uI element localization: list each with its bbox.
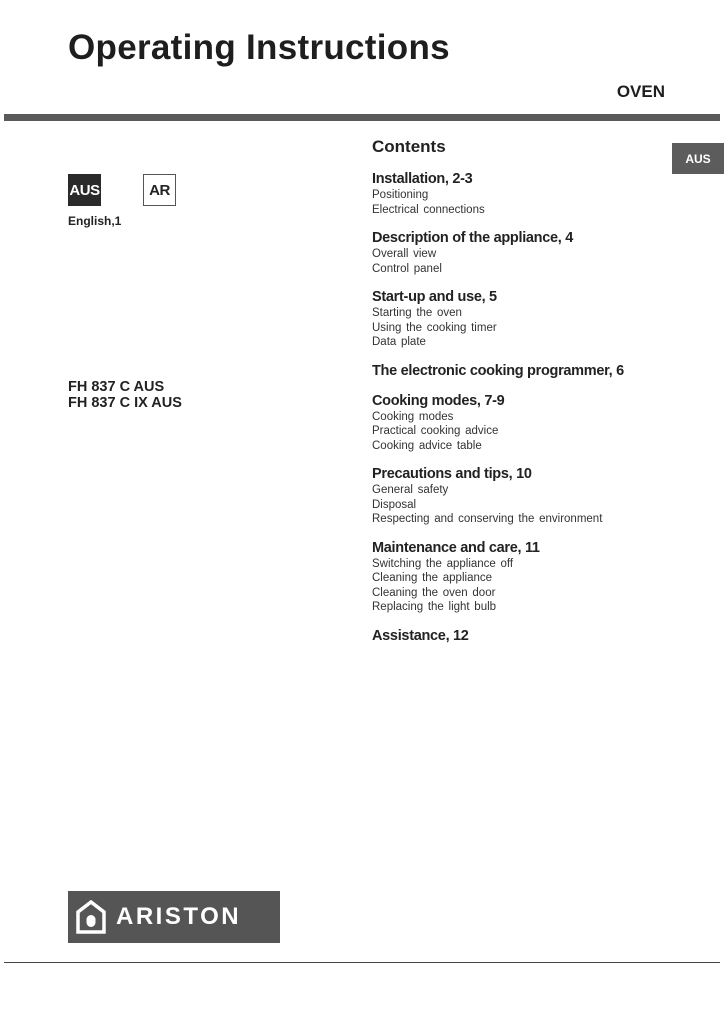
- contents-section: [372, 627, 672, 645]
- contents-subitem: Disposal: [372, 498, 417, 511]
- brand-logo: [68, 891, 280, 943]
- contents-section: [372, 229, 672, 276]
- language-badge-other: AR: [143, 174, 176, 206]
- contents-section: [372, 465, 672, 527]
- contents-section-title: Cooking modes, 7-9: [372, 392, 505, 409]
- contents-section: [372, 288, 672, 350]
- language-page-note: English,1: [68, 214, 122, 228]
- contents-subitem: Practical cooking advice: [372, 425, 499, 437]
- contents-section-title: Maintenance and care, 11: [372, 539, 540, 556]
- contents-subitem: Using the cooking timer: [372, 321, 497, 334]
- contents-subitem: Cleaning the appliance: [372, 572, 493, 584]
- brand-name: ARISTON: [116, 903, 242, 930]
- contents-subitem: Respecting and conserving the environment: [372, 513, 603, 525]
- contents-subitem: Starting the oven: [372, 307, 462, 319]
- language-badge-selected: AUS: [68, 174, 101, 206]
- language-side-tab: AUS: [672, 143, 724, 174]
- contents-section-title: The electronic cooking programmer, 6: [372, 362, 624, 379]
- contents-section: [372, 362, 672, 380]
- contents-section: [372, 170, 672, 217]
- contents-subitem: Cleaning the oven door: [372, 586, 496, 599]
- page-title: Operating Instructions: [68, 28, 450, 67]
- bottom-divider: [4, 962, 720, 963]
- contents-subitem: Switching the appliance off: [372, 557, 514, 570]
- contents-section-title: Precautions and tips, 10: [372, 466, 532, 482]
- table-of-contents: [372, 137, 672, 657]
- contents-subitem: Cooking advice table: [372, 439, 482, 452]
- model-list: [68, 379, 182, 411]
- contents-section: [372, 539, 672, 615]
- contents-section-title: Assistance, 12: [372, 627, 469, 644]
- contents-section-title: Installation, 2-3: [372, 171, 473, 187]
- contents-subitem: Data plate: [372, 336, 426, 348]
- house-icon: [76, 900, 106, 934]
- contents-subitem: Electrical connections: [372, 203, 485, 216]
- model-name: FH 837 C AUS: [68, 379, 165, 395]
- top-divider: [4, 114, 720, 121]
- model-name: FH 837 C IX AUS: [68, 395, 182, 411]
- product-type: OVEN: [616, 82, 665, 101]
- contents-section: [372, 392, 672, 454]
- contents-subitem: Positioning: [372, 189, 429, 201]
- contents-subitem: General safety: [372, 484, 449, 496]
- contents-subitem: Replacing the light bulb: [372, 601, 497, 613]
- contents-section-title: Description of the appliance, 4: [372, 230, 573, 246]
- contents-heading: Contents: [372, 137, 446, 156]
- contents-section-title: Start-up and use, 5: [372, 289, 497, 305]
- contents-subitem: Overall view: [372, 248, 437, 260]
- contents-subitem: Cooking modes: [372, 410, 454, 423]
- contents-subitem: Control panel: [372, 262, 442, 275]
